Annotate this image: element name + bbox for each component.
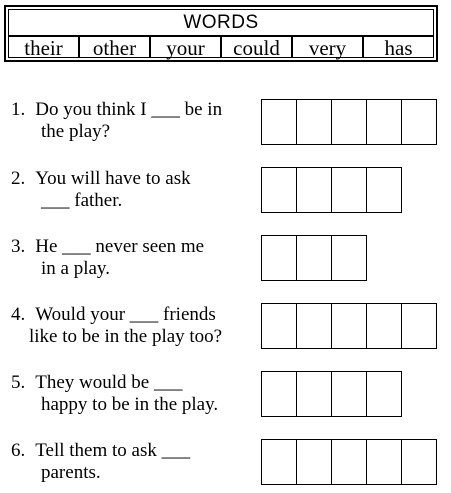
answer-box[interactable] [296,99,331,145]
word-bank-word: their [9,37,80,57]
answer-box[interactable] [261,439,296,485]
answer-box[interactable] [261,167,296,213]
question-text-line1: Would your ___ friends [35,304,216,325]
answer-box[interactable] [296,167,331,213]
answer-boxes-3 [261,235,367,281]
question-1 [11,99,222,143]
question-number: 5. [11,372,26,393]
answer-boxes-2 [261,167,402,213]
question-text-line1: They would be ___ [35,372,183,393]
answer-box[interactable] [401,99,437,145]
question-6 [11,440,190,484]
answer-box[interactable] [261,99,296,145]
question-text-line1: You will have to ask [35,168,191,189]
question-2 [11,168,191,212]
question-4 [11,304,222,348]
answer-boxes-5 [261,371,402,417]
answer-box[interactable] [296,303,331,349]
answer-box[interactable] [261,303,296,349]
question-number: 2. [11,168,26,189]
answer-box[interactable] [296,371,331,417]
question-3 [11,236,204,280]
answer-box[interactable] [331,303,366,349]
answer-boxes-4 [261,303,437,349]
answer-box[interactable] [261,371,296,417]
word-bank-title: WORDS [9,10,433,37]
word-bank-word: very [293,37,364,57]
answer-box[interactable] [261,235,296,281]
word-bank [4,5,438,62]
question-text-line2: happy to be in the play. [41,394,219,415]
answer-box[interactable] [366,99,401,145]
question-text-line1: Tell them to ask ___ [35,440,191,461]
question-5 [11,372,218,416]
answer-box[interactable] [331,439,366,485]
word-bank-row [9,36,433,60]
question-text-line2: ___ father. [41,190,123,211]
question-text-line2: in a play. [41,258,110,279]
answer-box[interactable] [331,371,366,417]
answer-box[interactable] [331,99,366,145]
word-bank-word: other [80,37,151,57]
question-number: 4. [11,304,26,325]
question-text-line2: the play? [41,121,111,142]
answer-box[interactable] [401,303,437,349]
answer-box[interactable] [366,439,401,485]
answer-box[interactable] [401,439,437,485]
answer-box[interactable] [296,235,331,281]
answer-box[interactable] [366,303,401,349]
answer-box[interactable] [366,167,402,213]
question-text-line2: like to be in the play too? [29,326,223,347]
answer-box[interactable] [331,235,367,281]
question-number: 1. [11,99,26,120]
question-number: 3. [11,236,26,257]
answer-box[interactable] [296,439,331,485]
answer-boxes-1 [261,99,437,145]
answer-box[interactable] [366,371,402,417]
word-bank-word: your [151,37,222,57]
word-bank-frame [8,9,434,58]
question-number: 6. [11,440,26,461]
answer-box[interactable] [331,167,366,213]
question-text-line1: He ___ never seen me [35,236,205,257]
word-bank-word: has [384,36,413,60]
question-text-line2: parents. [41,462,101,483]
question-text-line1: Do you think I ___ be in [35,99,223,120]
word-bank-word: could [222,37,293,57]
answer-boxes-6 [261,439,437,485]
